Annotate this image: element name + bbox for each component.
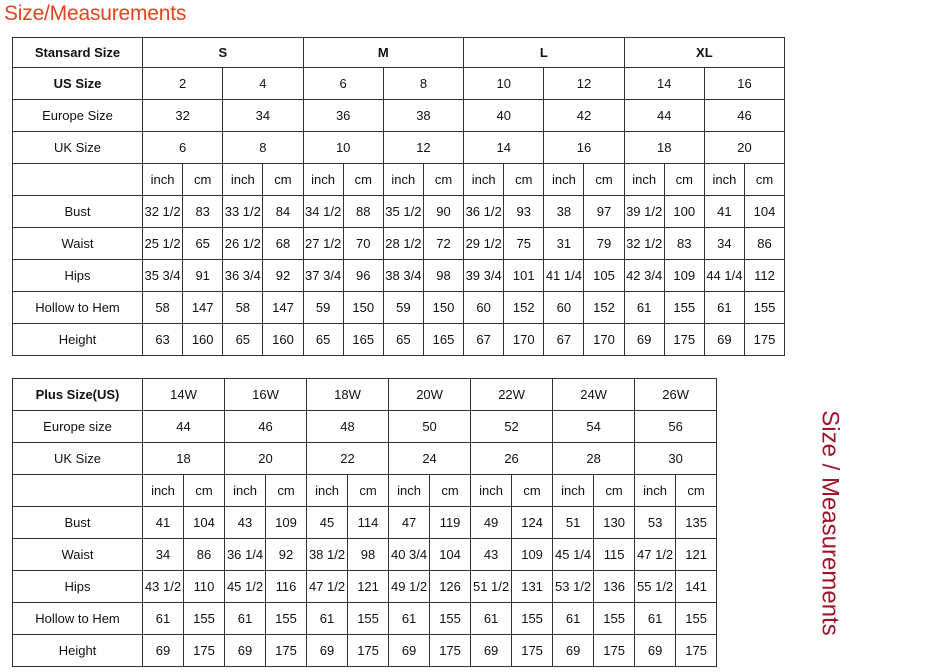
measurement-value: 150 — [423, 292, 463, 324]
size-letter: M — [303, 38, 464, 68]
uk-size-value: 16 — [544, 132, 624, 164]
measurement-value: 60 — [544, 292, 584, 324]
measurement-value: 84 — [263, 196, 303, 228]
measurement-value: 72 — [423, 228, 463, 260]
europe-size-value: 40 — [464, 100, 544, 132]
unit-cm: cm — [664, 164, 704, 196]
us-size-label: US Size — [13, 68, 143, 100]
unit-inch: inch — [464, 164, 504, 196]
measurement-value: 104 — [744, 196, 784, 228]
uk-size-value: 12 — [383, 132, 463, 164]
measurement-value: 114 — [348, 507, 389, 539]
measurement-value: 155 — [266, 603, 307, 635]
measurement-value: 65 — [303, 324, 343, 356]
measurement-value: 160 — [183, 324, 223, 356]
unit-inch: inch — [143, 164, 183, 196]
unit-cm: cm — [504, 164, 544, 196]
measurement-value: 41 — [143, 507, 184, 539]
measurement-value: 126 — [430, 571, 471, 603]
measurement-value: 32 1/2 — [143, 196, 183, 228]
measurement-value: 45 1/4 — [553, 539, 594, 571]
measurement-value: 39 3/4 — [464, 260, 504, 292]
measurement-value: 39 1/2 — [624, 196, 664, 228]
measurement-value: 61 — [389, 603, 430, 635]
measurement-value: 110 — [184, 571, 225, 603]
measurement-value: 91 — [183, 260, 223, 292]
size-letter: XL — [624, 38, 785, 68]
measurement-value: 175 — [184, 635, 225, 667]
measurement-value: 175 — [348, 635, 389, 667]
measurement-row — [13, 196, 785, 228]
measurement-value: 61 — [225, 603, 266, 635]
uk-size-value: 6 — [143, 132, 223, 164]
measurement-value: 131 — [512, 571, 553, 603]
measurement-value: 98 — [423, 260, 463, 292]
measurement-value: 116 — [266, 571, 307, 603]
measurement-value: 33 1/2 — [223, 196, 263, 228]
measurement-value: 147 — [263, 292, 303, 324]
us-size-value: 10 — [464, 68, 544, 100]
plus-unit-row — [13, 475, 785, 507]
measurement-value: 41 — [704, 196, 744, 228]
unit-inch: inch — [624, 164, 664, 196]
measurement-value: 36 3/4 — [223, 260, 263, 292]
measurement-value: 109 — [664, 260, 704, 292]
europe-size-value: 34 — [223, 100, 303, 132]
measurement-value: 165 — [343, 324, 383, 356]
measurement-value: 35 3/4 — [143, 260, 183, 292]
measurement-value: 100 — [664, 196, 704, 228]
measurement-value: 136 — [594, 571, 635, 603]
plus-size-value: 18W — [307, 379, 389, 411]
measurement-value: 170 — [504, 324, 544, 356]
measurement-value: 29 1/2 — [464, 228, 504, 260]
measurement-value: 83 — [183, 196, 223, 228]
measurement-value: 43 1/2 — [143, 571, 184, 603]
europe-size-value: 46 — [225, 411, 307, 443]
measurement-value: 115 — [594, 539, 635, 571]
measurement-value: 155 — [664, 292, 704, 324]
us-size-value: 12 — [544, 68, 624, 100]
unit-cm: cm — [584, 164, 624, 196]
plus-size-value: 20W — [389, 379, 471, 411]
measurement-value: 26 1/2 — [223, 228, 263, 260]
measurement-value: 47 1/2 — [635, 539, 676, 571]
measurement-row — [13, 324, 785, 356]
measurement-label: Bust — [13, 507, 143, 539]
measurement-value: 86 — [744, 228, 784, 260]
measurement-value: 155 — [744, 292, 784, 324]
unit-inch: inch — [383, 164, 423, 196]
europe-size-value: 44 — [624, 100, 704, 132]
size-letter: L — [464, 38, 625, 68]
plus-size-table — [12, 378, 844, 667]
measurement-value: 69 — [307, 635, 348, 667]
europe-size-value: 48 — [307, 411, 389, 443]
measurement-label: Waist — [13, 228, 143, 260]
blank-cell — [13, 475, 143, 507]
measurement-value: 98 — [348, 539, 389, 571]
measurement-value: 60 — [464, 292, 504, 324]
plus-size-value: 22W — [471, 379, 553, 411]
measurement-value: 61 — [704, 292, 744, 324]
unit-inch: inch — [544, 164, 584, 196]
measurement-value: 67 — [544, 324, 584, 356]
measurement-value: 155 — [430, 603, 471, 635]
blank-cell — [13, 164, 143, 196]
us-size-value: 6 — [303, 68, 383, 100]
measurement-value: 93 — [504, 196, 544, 228]
measurement-label: Hips — [13, 571, 143, 603]
measurement-value: 175 — [512, 635, 553, 667]
side-note-text: Size / Measurements — [816, 409, 844, 636]
measurement-row — [13, 260, 785, 292]
measurement-value: 38 1/2 — [307, 539, 348, 571]
measurement-value: 58 — [223, 292, 263, 324]
measurement-value: 61 — [143, 603, 184, 635]
us-size-value: 8 — [383, 68, 463, 100]
measurement-label: Waist — [13, 539, 143, 571]
measurement-value: 101 — [504, 260, 544, 292]
unit-cm: cm — [594, 475, 635, 507]
uk-size-value: 30 — [635, 443, 717, 475]
measurement-value: 42 3/4 — [624, 260, 664, 292]
measurement-value: 152 — [504, 292, 544, 324]
measurement-value: 51 1/2 — [471, 571, 512, 603]
measurement-value: 109 — [512, 539, 553, 571]
uk-size-value: 26 — [471, 443, 553, 475]
unit-cm: cm — [430, 475, 471, 507]
plus-size-value: 16W — [225, 379, 307, 411]
measurement-value: 59 — [383, 292, 423, 324]
measurement-value: 67 — [464, 324, 504, 356]
side-note — [717, 379, 844, 667]
measurement-value: 53 — [635, 507, 676, 539]
measurement-value: 69 — [389, 635, 430, 667]
measurement-value: 92 — [266, 539, 307, 571]
measurement-value: 92 — [263, 260, 303, 292]
us-size-value: 2 — [143, 68, 223, 100]
measurement-label: Hollow to Hem — [13, 292, 143, 324]
measurement-value: 105 — [584, 260, 624, 292]
unit-cm: cm — [184, 475, 225, 507]
measurement-value: 155 — [348, 603, 389, 635]
measurement-value: 49 1/2 — [389, 571, 430, 603]
measurement-value: 59 — [303, 292, 343, 324]
uk-size-value: 18 — [624, 132, 704, 164]
measurement-value: 130 — [594, 507, 635, 539]
measurement-value: 160 — [263, 324, 303, 356]
standard-size-table — [12, 37, 785, 356]
europe-size-value: 46 — [704, 100, 784, 132]
measurement-value: 65 — [223, 324, 263, 356]
europe-size-value: 50 — [389, 411, 471, 443]
unit-cm: cm — [512, 475, 553, 507]
measurement-value: 38 — [544, 196, 584, 228]
measurement-value: 175 — [594, 635, 635, 667]
measurement-value: 69 — [471, 635, 512, 667]
uk-size-label: UK Size — [13, 132, 143, 164]
plus-measurement-row — [13, 603, 785, 635]
measurement-value: 43 — [225, 507, 266, 539]
europe-size-label: Europe Size — [13, 100, 143, 132]
measurement-value: 104 — [430, 539, 471, 571]
measurement-value: 119 — [430, 507, 471, 539]
measurement-label: Hollow to Hem — [13, 603, 143, 635]
measurement-value: 34 1/2 — [303, 196, 343, 228]
measurement-value: 65 — [383, 324, 423, 356]
plus-measurement-row — [13, 571, 785, 603]
measurement-label: Bust — [13, 196, 143, 228]
measurement-value: 45 — [307, 507, 348, 539]
plus-measurement-row — [13, 539, 785, 571]
us-size-value: 4 — [223, 68, 303, 100]
measurement-value: 121 — [348, 571, 389, 603]
measurement-value: 47 1/2 — [307, 571, 348, 603]
measurement-value: 112 — [744, 260, 784, 292]
measurement-value: 32 1/2 — [624, 228, 664, 260]
measurement-value: 31 — [544, 228, 584, 260]
size-header-row — [13, 38, 785, 68]
us-size-row — [13, 68, 785, 100]
measurement-value: 104 — [184, 507, 225, 539]
plus-size-label: Plus Size(US) — [13, 379, 143, 411]
measurement-value: 61 — [307, 603, 348, 635]
measurement-value: 63 — [143, 324, 183, 356]
unit-cm: cm — [343, 164, 383, 196]
measurement-label: Height — [13, 635, 143, 667]
measurement-value: 135 — [676, 507, 717, 539]
size-letter: S — [143, 38, 304, 68]
measurement-value: 51 — [553, 507, 594, 539]
unit-row — [13, 164, 785, 196]
unit-inch: inch — [553, 475, 594, 507]
unit-inch: inch — [223, 164, 263, 196]
europe-size-value: 38 — [383, 100, 463, 132]
measurement-value: 88 — [343, 196, 383, 228]
measurement-row — [13, 292, 785, 324]
measurement-value: 69 — [225, 635, 266, 667]
measurement-value: 141 — [676, 571, 717, 603]
unit-cm: cm — [676, 475, 717, 507]
measurement-value: 35 1/2 — [383, 196, 423, 228]
measurement-value: 124 — [512, 507, 553, 539]
page-title: Size/Measurements — [4, 2, 187, 25]
measurement-value: 86 — [184, 539, 225, 571]
uk-size-value: 28 — [553, 443, 635, 475]
measurement-value: 155 — [676, 603, 717, 635]
unit-cm: cm — [744, 164, 784, 196]
measurement-value: 61 — [624, 292, 664, 324]
uk-size-value: 20 — [225, 443, 307, 475]
unit-inch: inch — [143, 475, 184, 507]
measurement-value: 55 1/2 — [635, 571, 676, 603]
measurement-value: 44 1/4 — [704, 260, 744, 292]
uk-size-value: 8 — [223, 132, 303, 164]
measurement-value: 83 — [664, 228, 704, 260]
measurement-value: 34 — [704, 228, 744, 260]
measurement-value: 152 — [584, 292, 624, 324]
measurement-value: 43 — [471, 539, 512, 571]
uk-size-label: UK Size — [13, 443, 143, 475]
measurement-value: 69 — [624, 324, 664, 356]
measurement-value: 165 — [423, 324, 463, 356]
uk-size-value: 24 — [389, 443, 471, 475]
unit-inch: inch — [307, 475, 348, 507]
plus-measurement-row — [13, 507, 785, 539]
measurement-value: 69 — [553, 635, 594, 667]
unit-inch: inch — [225, 475, 266, 507]
plus-europe-size-row — [13, 411, 785, 443]
measurement-value: 175 — [676, 635, 717, 667]
unit-cm: cm — [423, 164, 463, 196]
uk-size-value: 22 — [307, 443, 389, 475]
measurement-value: 61 — [553, 603, 594, 635]
plus-size-value: 14W — [143, 379, 225, 411]
measurement-value: 175 — [266, 635, 307, 667]
unit-inch: inch — [704, 164, 744, 196]
europe-size-value: 52 — [471, 411, 553, 443]
measurement-value: 34 — [143, 539, 184, 571]
measurement-value: 41 1/4 — [544, 260, 584, 292]
measurement-value: 53 1/2 — [553, 571, 594, 603]
europe-size-value: 44 — [143, 411, 225, 443]
measurement-value: 155 — [512, 603, 553, 635]
measurement-value: 45 1/2 — [225, 571, 266, 603]
measurement-value: 121 — [676, 539, 717, 571]
plus-size-header-row — [13, 379, 785, 411]
europe-size-label: Europe size — [13, 411, 143, 443]
measurement-value: 37 3/4 — [303, 260, 343, 292]
measurement-value: 155 — [594, 603, 635, 635]
europe-size-value: 42 — [544, 100, 624, 132]
measurement-value: 38 3/4 — [383, 260, 423, 292]
measurement-value: 79 — [584, 228, 624, 260]
measurement-value: 68 — [263, 228, 303, 260]
measurement-value: 175 — [744, 324, 784, 356]
europe-size-row — [13, 100, 785, 132]
plus-size-value: 26W — [635, 379, 717, 411]
europe-size-value: 56 — [635, 411, 717, 443]
europe-size-value: 54 — [553, 411, 635, 443]
us-size-value: 16 — [704, 68, 784, 100]
uk-size-value: 10 — [303, 132, 383, 164]
unit-inch: inch — [635, 475, 676, 507]
measurement-value: 47 — [389, 507, 430, 539]
measurement-label: Hips — [13, 260, 143, 292]
measurement-value: 155 — [184, 603, 225, 635]
measurement-value: 75 — [504, 228, 544, 260]
measurement-value: 70 — [343, 228, 383, 260]
uk-size-row — [13, 132, 785, 164]
measurement-value: 61 — [471, 603, 512, 635]
measurement-value: 40 3/4 — [389, 539, 430, 571]
uk-size-value: 18 — [143, 443, 225, 475]
unit-inch: inch — [303, 164, 343, 196]
europe-size-value: 36 — [303, 100, 383, 132]
measurement-value: 65 — [183, 228, 223, 260]
measurement-value: 69 — [635, 635, 676, 667]
uk-size-value: 14 — [464, 132, 544, 164]
measurement-value: 27 1/2 — [303, 228, 343, 260]
measurement-value: 150 — [343, 292, 383, 324]
measurement-value: 175 — [664, 324, 704, 356]
measurement-value: 97 — [584, 196, 624, 228]
measurement-value: 36 1/4 — [225, 539, 266, 571]
unit-cm: cm — [348, 475, 389, 507]
measurement-value: 175 — [430, 635, 471, 667]
measurement-value: 147 — [183, 292, 223, 324]
us-size-value: 14 — [624, 68, 704, 100]
plus-uk-size-row — [13, 443, 785, 475]
standard-size-label: Stansard Size — [13, 38, 143, 68]
unit-cm: cm — [183, 164, 223, 196]
measurement-row — [13, 228, 785, 260]
measurement-value: 61 — [635, 603, 676, 635]
measurement-value: 25 1/2 — [143, 228, 183, 260]
unit-cm: cm — [266, 475, 307, 507]
measurement-value: 170 — [584, 324, 624, 356]
measurement-value: 90 — [423, 196, 463, 228]
plus-measurement-row — [13, 635, 785, 667]
measurement-value: 69 — [704, 324, 744, 356]
measurement-value: 36 1/2 — [464, 196, 504, 228]
uk-size-value: 20 — [704, 132, 784, 164]
measurement-value: 109 — [266, 507, 307, 539]
unit-inch: inch — [471, 475, 512, 507]
unit-inch: inch — [389, 475, 430, 507]
measurement-value: 49 — [471, 507, 512, 539]
plus-size-value: 24W — [553, 379, 635, 411]
unit-cm: cm — [263, 164, 303, 196]
measurement-value: 96 — [343, 260, 383, 292]
measurement-label: Height — [13, 324, 143, 356]
measurement-value: 69 — [143, 635, 184, 667]
europe-size-value: 32 — [143, 100, 223, 132]
measurement-value: 28 1/2 — [383, 228, 423, 260]
measurement-value: 58 — [143, 292, 183, 324]
